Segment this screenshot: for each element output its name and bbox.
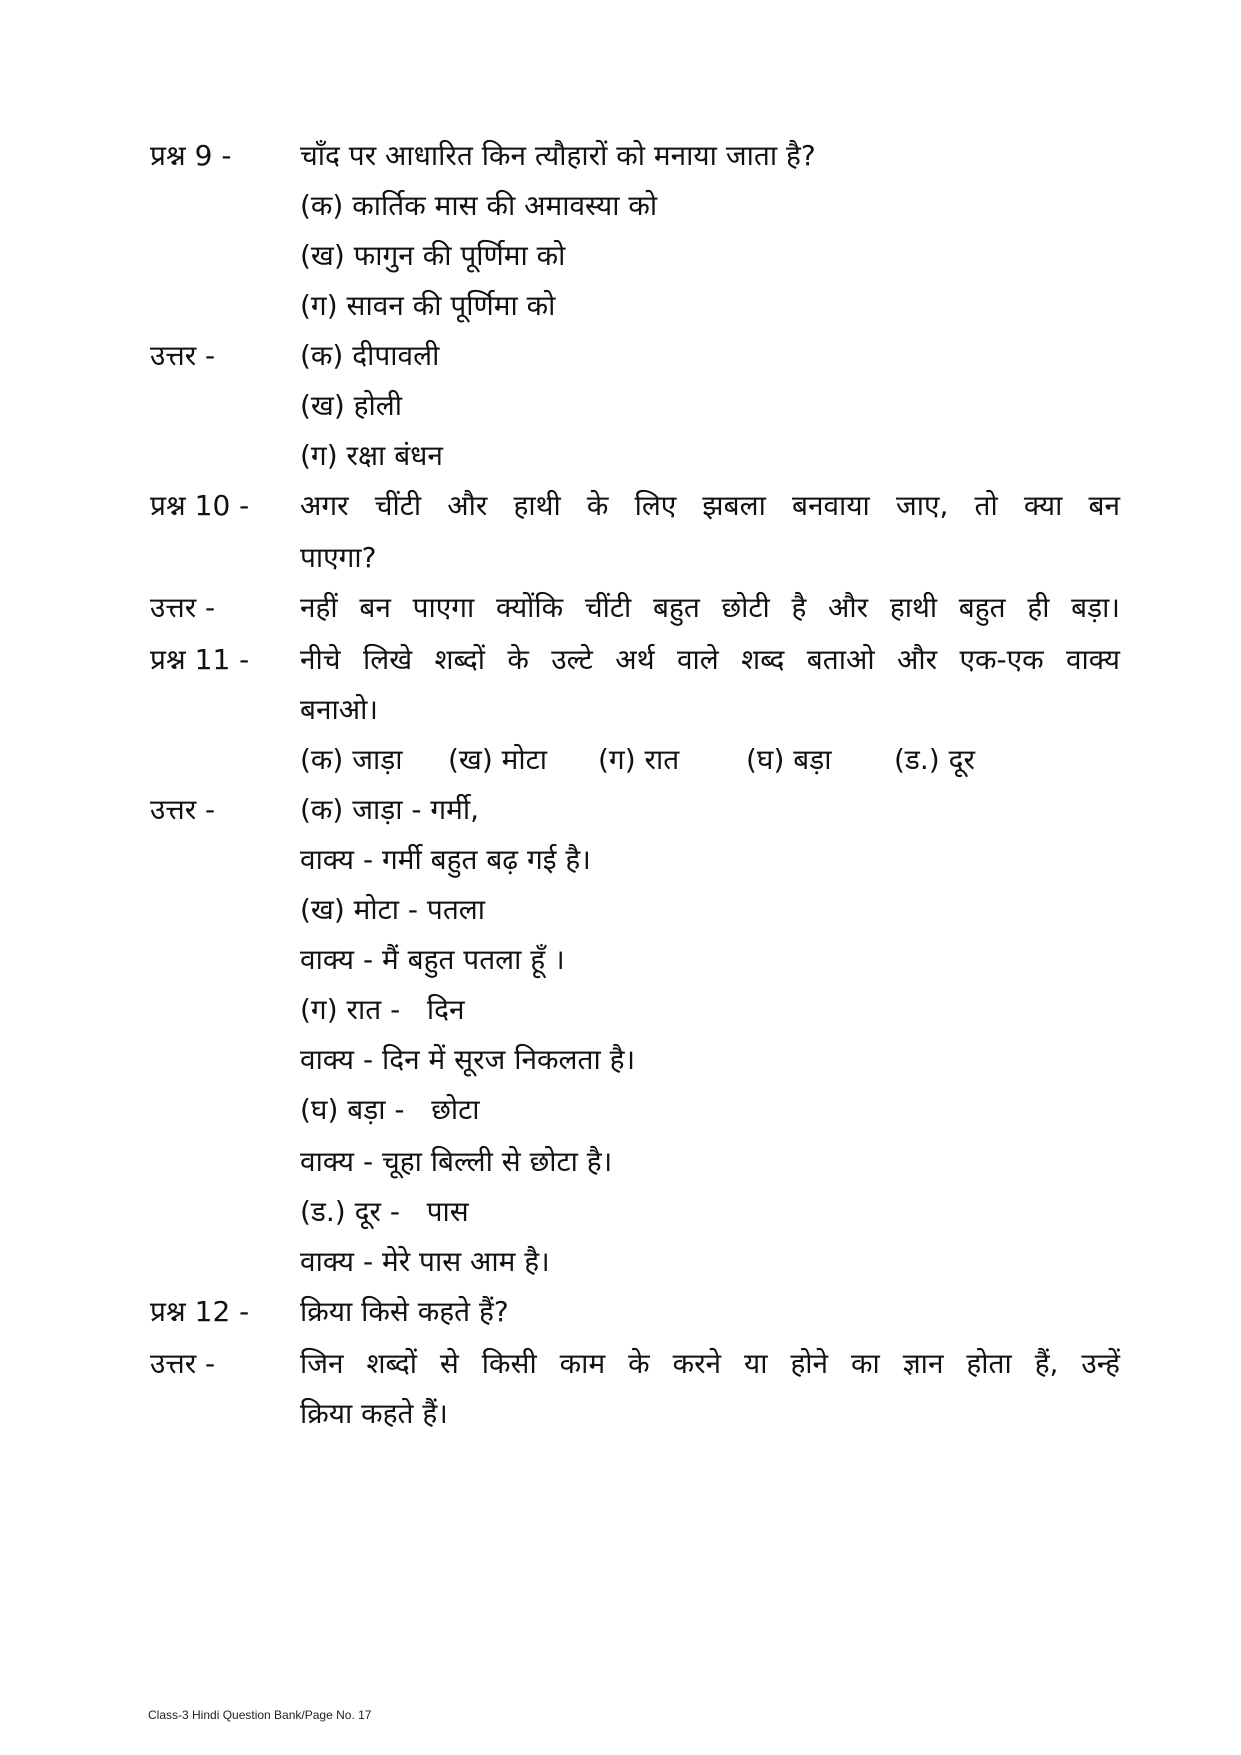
q11-answer-row — [0, 982, 1241, 1038]
q11-answer-line: वाक्य - चूहा बिल्ली से छोटा है। — [300, 1145, 613, 1178]
q12-answer-line: जिन शब्दों से किसी काम के करने या होने का ज्ञान होता हैं, उन्हें — [300, 1347, 1120, 1380]
q11-options-row — [0, 732, 1241, 788]
q9-option: (ख) फागुन की पूर्णिमा को — [300, 239, 566, 272]
q11-question-row — [0, 682, 1241, 738]
q11-answer-line: (ख) मोटा - पतला — [300, 893, 486, 926]
q12-answer-row — [0, 1386, 1241, 1442]
q11-answer-line: वाक्य - मेरे पास आम है। — [300, 1245, 550, 1278]
q9-answer: (क) दीपावली — [300, 339, 440, 372]
q9-option-row — [0, 278, 1241, 334]
q10-answer-row — [0, 580, 1241, 636]
q9-answer-row — [0, 328, 1241, 384]
q10-question-line: अगर चींटी और हाथी के लिए झबला बनवाया जाए, तो क्या बन — [300, 489, 1120, 522]
q9-answer-row — [0, 378, 1241, 434]
q11-question-row — [0, 632, 1241, 688]
q12-answer-label: उत्तर - — [150, 1347, 216, 1380]
q11-answer-row — [0, 1134, 1241, 1190]
q11-answer-row — [0, 832, 1241, 888]
q11-question-line: बनाओ। — [300, 693, 379, 726]
q11-answer-line: (ड.) दूर - पास — [300, 1195, 469, 1228]
q11-question-line: नीचे लिखे शब्दों के उल्टे अर्थ वाले शब्द बताओ और एक-एक वाक्य — [300, 643, 1120, 676]
q10-answer: नहीं बन पाएगा क्योंकि चींटी बहुत छोटी है और हाथी बहुत ही बड़ा। — [300, 591, 1120, 624]
q11-option: (क) जाड़ा — [300, 743, 403, 776]
q11-answer-row — [0, 1184, 1241, 1240]
q9-question: चाँद पर आधारित किन त्यौहारों को मनाया जाता है? — [300, 139, 816, 172]
q11-option: (ड.) दूर — [894, 743, 975, 776]
q11-options — [300, 732, 975, 788]
q10-question-row — [0, 478, 1241, 534]
q11-answer-line: (घ) बड़ा - छोटा — [300, 1093, 480, 1126]
q11-answer-line: (ग) रात - दिन — [300, 993, 465, 1026]
q11-answer-line: वाक्य - गर्मी बहुत बढ़ गई है। — [300, 843, 591, 876]
q11-answer-row — [0, 882, 1241, 938]
q12-label: प्रश्न 12 - — [150, 1295, 250, 1328]
q11-answer-row — [0, 1032, 1241, 1088]
q9-answer: (ग) रक्षा बंधन — [300, 439, 443, 472]
q10-question-line: पाएगा? — [300, 541, 377, 574]
q11-label: प्रश्न 11 - — [150, 643, 250, 676]
q11-option: (घ) बड़ा — [746, 743, 832, 776]
q10-question-row — [0, 530, 1241, 586]
q11-answer-row — [0, 1234, 1241, 1290]
q12-answer-line: क्रिया कहते हैं। — [300, 1397, 448, 1430]
q11-answer-line: (क) जाड़ा - गर्मी, — [300, 793, 480, 826]
q9-option-row — [0, 178, 1241, 234]
q9-option: (ग) सावन की पूर्णिमा को — [300, 289, 556, 322]
q9-option-row — [0, 228, 1241, 284]
q11-answer-line: वाक्य - दिन में सूरज निकलता है। — [300, 1043, 636, 1076]
page-footer: Class-3 Hindi Question Bank/Page No. 17 — [148, 1708, 372, 1722]
q11-option: (ग) रात — [598, 743, 680, 776]
q12-question: क्रिया किसे कहते हैं? — [300, 1295, 509, 1328]
q11-option: (ख) मोटा — [448, 743, 548, 776]
q12-answer-row — [0, 1336, 1241, 1392]
q10-label: प्रश्न 10 - — [150, 489, 250, 522]
q11-answer-label: उत्तर - — [150, 793, 216, 826]
q11-answer-row — [0, 782, 1241, 838]
q9-option: (क) कार्तिक मास की अमावस्या को — [300, 189, 658, 222]
q9-answer: (ख) होली — [300, 389, 403, 422]
q12-question-row — [0, 1284, 1241, 1340]
q9-label: प्रश्न 9 - — [150, 139, 232, 172]
q9-question-row — [0, 128, 1241, 184]
q11-answer-line: वाक्य - मैं बहुत पतला हूँ । — [300, 943, 565, 976]
q11-answer-row — [0, 932, 1241, 988]
q10-answer-label: उत्तर - — [150, 591, 216, 624]
q11-answer-row — [0, 1082, 1241, 1138]
q9-answer-label: उत्तर - — [150, 339, 216, 372]
q9-answer-row — [0, 428, 1241, 484]
